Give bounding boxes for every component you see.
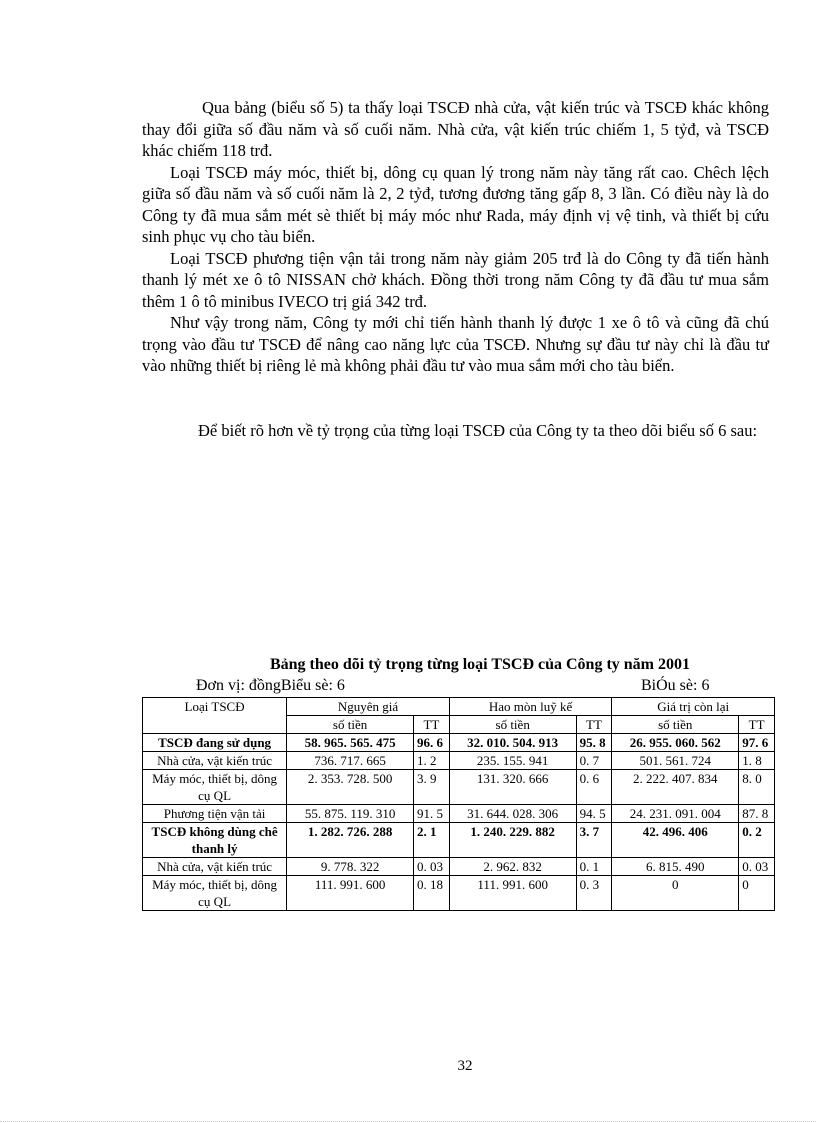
header-amount: số tiền	[612, 716, 739, 734]
cell-depreciation-ratio: 0. 7	[576, 752, 612, 770]
header-original-cost: Nguyên giá	[287, 698, 450, 716]
cell-depreciation: 131. 320. 666	[449, 770, 576, 805]
table-header-row	[143, 698, 775, 716]
cell-depreciation-ratio: 0. 6	[576, 770, 612, 805]
cell-depreciation-ratio: 0. 1	[576, 858, 612, 876]
cell-original-cost: 111. 991. 600	[287, 876, 414, 911]
cell-residual-ratio: 0. 2	[739, 823, 775, 858]
cell-asset-type: TSCĐ không dùng chê thanh lý	[143, 823, 287, 858]
cell-depreciation-ratio: 94. 5	[576, 805, 612, 823]
cell-asset-type: TSCĐ đang sử dụng	[143, 734, 287, 752]
cell-asset-type: Máy móc, thiết bị, dông cụ QL	[143, 770, 287, 805]
table-row	[143, 752, 775, 770]
cell-original-ratio: 91. 5	[414, 805, 450, 823]
cell-original-ratio: 3. 9	[414, 770, 450, 805]
cell-depreciation: 2. 962. 832	[449, 858, 576, 876]
outro-text	[142, 420, 769, 442]
cell-depreciation-ratio: 95. 8	[576, 734, 612, 752]
table-row	[143, 876, 775, 911]
cell-original-ratio: 0. 18	[414, 876, 450, 911]
cell-original-cost: 736. 717. 665	[287, 752, 414, 770]
unit-line	[196, 677, 726, 695]
paragraph: Loại TSCĐ máy móc, thiết bị, dông cụ quan lý trong năm này tăng rất cao. Chêch lệch giữa số đầu năm và số cuối năm là 2, 2 tỷđ, tương đương tăng gấp 8, 3 lần. Có điều này là do Công ty đã mua sắm mét sè thiết bị máy móc như Rada, máy định vị vệ tinh, và thiết bị cứu sinh phục vụ cho tàu biển.	[142, 162, 769, 246]
cell-original-cost: 9. 778. 322	[287, 858, 414, 876]
header-depreciation: Hao mòn luỹ kế	[449, 698, 612, 716]
cell-depreciation: 32. 010. 504. 913	[449, 734, 576, 752]
paragraph: Qua bảng (biểu số 5) ta thấy loại TSCĐ nhà cửa, vật kiến trúc và TSCĐ khác không thay đổi giữa số đầu năm và số cuối năm. Nhà cửa, vật kiến trúc chiếm 1, 5 tỷđ, và TSCĐ khác chiếm 118 trđ.	[142, 98, 769, 160]
header-amount: số tiền	[449, 716, 576, 734]
cell-residual-ratio: 87. 8	[739, 805, 775, 823]
cell-asset-type: Nhà cửa, vật kiến trúc	[143, 858, 287, 876]
unit-label: Đơn vị: đồngBiểu sè: 6	[196, 677, 345, 694]
table-row	[143, 823, 775, 858]
table-row	[143, 770, 775, 805]
table-row	[143, 805, 775, 823]
cell-depreciation-ratio: 3. 7	[576, 823, 612, 858]
cell-residual-ratio: 0	[739, 876, 775, 911]
paragraph: Như vậy trong năm, Công ty mới chỉ tiến hành thanh lý được 1 xe ô tô và cũng đã chú trọng vào đầu tư TSCĐ để nâng cao năng lực của TSCĐ. Nhưng sự đầu tư này chỉ là đầu tư vào những thiết bị riêng lẻ mà không phải đầu tư vào mua sắm mới cho tàu biển.	[142, 313, 769, 375]
cell-residual-value: 2. 222. 407. 834	[612, 770, 739, 805]
header-amount: số tiền	[287, 716, 414, 734]
cell-residual-value: 0	[612, 876, 739, 911]
form-label: BiÓu sè: 6	[641, 677, 710, 694]
paragraph: Loại TSCĐ phương tiện vận tải trong năm này giảm 205 trđ là do Công ty đã tiến hành thanh lý mét xe ô tô NISSAN chở khách. Đồng thời trong năm Công ty đã đầu tư mua sắm thêm 1 ô tô minibus IVECO trị giá 342 trđ.	[142, 248, 769, 311]
cell-residual-ratio: 1. 8	[739, 752, 775, 770]
cell-asset-type: Máy móc, thiết bị, dông cụ QL	[143, 876, 287, 911]
cell-original-cost: 2. 353. 728. 500	[287, 770, 414, 805]
cell-asset-type: Phương tiện vận tải	[143, 805, 287, 823]
cell-residual-value: 501. 561. 724	[612, 752, 739, 770]
cell-depreciation-ratio: 0. 3	[576, 876, 612, 911]
table-row	[143, 858, 775, 876]
intro-text	[142, 97, 769, 377]
cell-residual-ratio: 8. 0	[739, 770, 775, 805]
paragraph: Để biết rõ hơn về tỷ trọng của từng loại TSCĐ của Công ty ta theo dõi biểu số 6 sau:	[198, 421, 758, 440]
cell-original-cost: 1. 282. 726. 288	[287, 823, 414, 858]
cell-residual-value: 26. 955. 060. 562	[612, 734, 739, 752]
cell-residual-value: 42. 496. 406	[612, 823, 739, 858]
cell-original-cost: 55. 875. 119. 310	[287, 805, 414, 823]
page-number: 32	[457, 1058, 473, 1074]
header-ratio: TT	[576, 716, 612, 734]
cell-original-cost: 58. 965. 565. 475	[287, 734, 414, 752]
table-caption: Bảng theo dõi tỷ trọng từng loại TSCĐ của Công ty năm 2001	[269, 656, 690, 673]
asset-ratio-table	[142, 697, 775, 911]
cell-residual-ratio: 97. 6	[739, 734, 775, 752]
header-asset-type: Loại TSCĐ	[143, 698, 287, 734]
cell-residual-ratio: 0. 03	[739, 858, 775, 876]
cell-residual-value: 24. 231. 091. 004	[612, 805, 739, 823]
header-ratio: TT	[739, 716, 775, 734]
cell-original-ratio: 0. 03	[414, 858, 450, 876]
cell-original-ratio: 96. 6	[414, 734, 450, 752]
header-ratio: TT	[414, 716, 450, 734]
cell-original-ratio: 2. 1	[414, 823, 450, 858]
cell-depreciation: 111. 991. 600	[449, 876, 576, 911]
cell-depreciation: 235. 155. 941	[449, 752, 576, 770]
cell-depreciation: 31. 644. 028. 306	[449, 805, 576, 823]
header-residual-value: Giá trị còn lại	[612, 698, 775, 716]
cell-depreciation: 1. 240. 229. 882	[449, 823, 576, 858]
cell-original-ratio: 1. 2	[414, 752, 450, 770]
cell-residual-value: 6. 815. 490	[612, 858, 739, 876]
cell-asset-type: Nhà cửa, vật kiến trúc	[143, 752, 287, 770]
table-row	[143, 734, 775, 752]
